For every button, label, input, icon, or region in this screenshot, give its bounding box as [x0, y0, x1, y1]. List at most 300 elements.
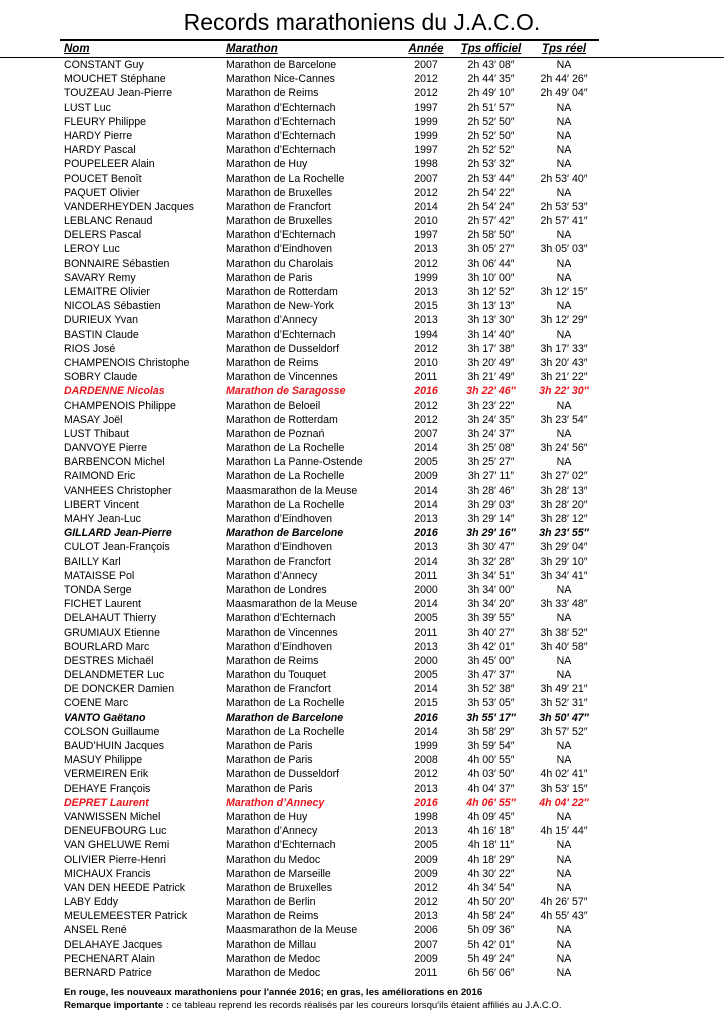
race-year: 2010: [414, 215, 438, 228]
marathon-name: Marathon d’Echternach: [226, 612, 336, 625]
runner-name: MEULEMEESTER Patrick: [64, 910, 188, 923]
real-time: NA: [556, 229, 572, 242]
table-row: [0, 399, 724, 413]
column-header-marathon: Marathon: [226, 43, 278, 55]
official-time: 5h 09′ 36″: [467, 924, 515, 937]
marathon-name: Marathon de Paris: [226, 754, 313, 767]
real-time: NA: [556, 456, 572, 469]
marathon-name: Marathon de Marseille: [226, 867, 331, 880]
runner-name: DEHAYE François: [64, 782, 151, 795]
real-time: 3h 29′ 10″: [540, 555, 588, 568]
runner-name: LEBLANC Renaud: [64, 215, 153, 228]
records-table: [0, 41, 724, 980]
marathon-name: Marathon de Bruxelles: [226, 881, 332, 894]
official-time: 3h 27′ 11″: [467, 470, 515, 483]
real-time: NA: [556, 924, 572, 937]
real-time: NA: [556, 810, 572, 823]
official-time: 2h 53′ 44″: [467, 172, 515, 185]
table-row: [0, 384, 724, 398]
table-row: [0, 654, 724, 668]
race-year: 2012: [414, 413, 438, 426]
table-row: [0, 228, 724, 242]
race-year: 2011: [414, 626, 438, 639]
runner-name: HARDY Pierre: [64, 129, 133, 142]
race-year: 2016: [414, 385, 438, 398]
race-year: 2005: [414, 612, 438, 625]
table-row: [0, 711, 724, 725]
runner-name: LEROY Luc: [64, 243, 120, 256]
runner-name: VAN DEN HEEDE Patrick: [64, 881, 186, 894]
runner-name: SOBRY Claude: [64, 371, 138, 384]
runner-name: LEMAITRE Olivier: [64, 286, 150, 298]
runner-name: ANSEL René: [64, 924, 127, 937]
real-time: 3h 23′ 55″: [539, 527, 589, 540]
race-year: 1994: [414, 328, 438, 341]
runner-name: DURIEUX Yvan: [64, 314, 138, 327]
runner-name: NICOLAS Sébastien: [64, 300, 161, 313]
real-time: NA: [556, 427, 572, 440]
race-year: 2007: [414, 59, 438, 71]
official-time: 2h 51′ 57″: [467, 101, 515, 114]
marathon-name: Marathon de Millau: [226, 938, 317, 951]
table-row: [0, 72, 724, 86]
marathon-name: Marathon de Londres: [226, 583, 327, 596]
remark-text: ce tableau reprend les records réalisés par les coureurs lorsqu'ils étaient affiliés au J.A.C.O.: [169, 999, 562, 1011]
runner-name: LABY Eddy: [64, 896, 118, 909]
real-time: NA: [556, 158, 572, 171]
runner-name: PECHENART Alain: [64, 952, 155, 965]
runner-name: VANDERHEYDEN Jacques: [64, 200, 194, 213]
marathon-name: Marathon de Paris: [226, 782, 313, 795]
official-time: 2h 54′ 22″: [467, 186, 515, 199]
remark-label: Remarque importante :: [64, 999, 170, 1011]
race-year: 1998: [414, 158, 438, 171]
race-year: 1999: [414, 271, 438, 284]
marathon-name: Marathon de Dusseldorf: [226, 342, 340, 355]
official-time: 3h 25′ 08″: [467, 442, 515, 455]
table-row: [0, 526, 724, 540]
race-year: 2016: [414, 711, 438, 724]
runner-name: DANVOYE Pierre: [64, 442, 148, 455]
race-year: 2013: [414, 910, 438, 923]
table-row: [0, 838, 724, 852]
marathon-name: Marathon de Vincennes: [226, 626, 338, 639]
real-time: NA: [556, 612, 572, 625]
runner-name: DENEUFBOURG Luc: [64, 825, 167, 838]
real-time: 2h 57′ 41″: [540, 215, 588, 228]
official-time: 5h 42′ 01″: [467, 938, 515, 951]
official-time: 3h 25′ 27″: [467, 456, 515, 469]
runner-name: MATAISSE Pol: [64, 569, 135, 582]
table-row: [0, 242, 724, 256]
race-year: 2013: [414, 513, 438, 525]
table-row: [0, 952, 724, 966]
official-time: 4h 18′ 11″: [467, 839, 515, 852]
race-year: 2014: [414, 200, 438, 213]
marathon-name: Marathon de Francfort: [226, 200, 331, 213]
table-row: [0, 115, 724, 129]
real-time: NA: [556, 300, 572, 313]
real-time: 4h 15′ 44″: [540, 825, 588, 838]
marathon-name: Marathon d’Echternach: [226, 229, 336, 242]
table-row: [0, 257, 724, 271]
table-row: [0, 739, 724, 753]
official-time: 3h 34′ 20″: [467, 598, 515, 611]
real-time: 3h 17′ 33″: [540, 342, 588, 355]
race-year: 2009: [414, 853, 438, 866]
marathon-name: Marathon de La Rochelle: [226, 442, 345, 455]
real-time: 4h 26′ 57″: [540, 896, 588, 909]
official-time: 3h 32′ 28″: [467, 555, 515, 568]
official-time: 3h 22′ 46″: [466, 385, 516, 398]
runner-name: GILLARD Jean-Pierre: [64, 527, 172, 540]
marathon-name: Marathon d’Annecy: [226, 796, 325, 809]
real-time: 3h 50′ 47″: [539, 711, 589, 724]
race-year: 2009: [414, 867, 438, 880]
race-year: 1997: [414, 144, 438, 157]
marathon-name: Marathon de La Rochelle: [226, 725, 345, 738]
real-time: NA: [556, 754, 572, 767]
marathon-name: Marathon de Barcelone: [226, 59, 337, 71]
column-header-real-time: Tps réel: [541, 43, 587, 55]
official-time: 5h 49′ 24″: [467, 952, 515, 965]
race-year: 1997: [414, 229, 438, 242]
table-row: [0, 597, 724, 611]
real-time: NA: [556, 839, 572, 852]
marathon-name: Marathon de Medoc: [226, 952, 321, 965]
table-row: [0, 271, 724, 285]
table-row: [0, 370, 724, 384]
marathon-name: Marathon de Bruxelles: [226, 186, 332, 199]
official-time: 3h 05′ 27″: [467, 243, 515, 256]
real-time: NA: [556, 328, 572, 341]
table-row: [0, 867, 724, 881]
race-year: 2012: [414, 881, 438, 894]
race-year: 1999: [414, 740, 438, 752]
runner-name: BOURLARD Marc: [64, 640, 150, 653]
race-year: 2008: [414, 754, 438, 767]
runner-name: RAIMOND Eric: [64, 470, 136, 483]
runner-name: MASUY Philippe: [64, 754, 143, 767]
race-year: 2011: [414, 371, 438, 384]
table-row: [0, 682, 724, 696]
real-time: NA: [556, 59, 572, 71]
real-time: 3h 12′ 15″: [540, 286, 588, 298]
table-row: [0, 186, 724, 200]
official-time: 3h 29′ 03″: [467, 498, 515, 511]
table-row: [0, 796, 724, 810]
race-year: 2016: [414, 527, 438, 540]
official-time: 3h 17′ 38″: [467, 342, 515, 355]
table-row: [0, 413, 724, 427]
table-row: [0, 58, 724, 72]
real-time: NA: [556, 115, 572, 128]
official-time: 4h 04′ 37″: [467, 782, 515, 795]
marathon-name: Marathon de La Rochelle: [226, 172, 345, 185]
marathon-name: Maasmarathon de la Meuse: [226, 598, 358, 611]
official-time: 2h 49′ 10″: [467, 87, 515, 100]
marathon-name: Maasmarathon de la Meuse: [226, 924, 358, 937]
table-row: [0, 469, 724, 483]
race-year: 2012: [414, 342, 438, 355]
real-time: 3h 38′ 52″: [540, 626, 588, 639]
race-year: 2011: [414, 967, 438, 979]
runner-name: BARBENCON Michel: [64, 456, 165, 469]
marathon-name: Marathon de Rotterdam: [226, 413, 338, 426]
official-time: 4h 30′ 22″: [467, 867, 515, 880]
real-time: 3h 53′ 15″: [540, 782, 588, 795]
runner-name: VANWISSEN Michel: [64, 810, 161, 823]
real-time: NA: [556, 938, 572, 951]
runner-name: FICHET Laurent: [64, 598, 141, 611]
real-time: NA: [556, 257, 572, 270]
official-time: 4h 50′ 20″: [467, 896, 515, 909]
marathon-name: Marathon d’Echternach: [226, 101, 336, 114]
marathon-name: Marathon de La Rochelle: [226, 697, 345, 710]
race-year: 2000: [414, 654, 438, 667]
runner-name: BAUD’HUIN Jacques: [64, 740, 165, 752]
marathon-name: Maasmarathon de la Meuse: [226, 484, 358, 497]
table-row: [0, 200, 724, 214]
runner-name: POUCET Benoît: [64, 172, 142, 185]
marathon-name: Marathon du Touquet: [226, 669, 326, 682]
runner-name: LIBERT Vincent: [64, 498, 139, 511]
official-time: 3h 23′ 22″: [467, 399, 515, 412]
table-row: [0, 767, 724, 781]
runner-name: GRUMIAUX Etienne: [64, 626, 160, 639]
runner-name: VERMEIREN Erik: [64, 768, 149, 781]
runner-name: LUST Thibaut: [64, 427, 129, 440]
marathon-name: Marathon de Dusseldorf: [226, 768, 340, 781]
table-row: [0, 540, 724, 554]
real-time: 3h 29′ 04″: [540, 541, 588, 554]
race-year: 2012: [414, 257, 438, 270]
official-time: 3h 20′ 49″: [467, 356, 515, 369]
column-header-name: Nom: [64, 43, 90, 55]
marathon-name: Marathon de La Rochelle: [226, 498, 345, 511]
table-row: [0, 101, 724, 115]
table-body: [0, 58, 724, 980]
real-time: NA: [556, 144, 572, 157]
table-row: [0, 569, 724, 583]
real-time: 3h 33′ 48″: [540, 598, 588, 611]
runner-name: VANHEES Christopher: [64, 484, 172, 497]
marathon-name: Marathon de Berlin: [226, 896, 316, 909]
real-time: 3h 21′ 22″: [540, 371, 588, 384]
runner-name: DELAHAYE Jacques: [64, 938, 163, 951]
marathon-name: Marathon de Huy: [226, 158, 308, 171]
marathon-name: Marathon de Francfort: [226, 555, 331, 568]
table-row: [0, 214, 724, 228]
runner-name: DEPRET Laurent: [64, 796, 149, 809]
marathon-name: Marathon d’Eindhoven: [226, 513, 333, 525]
official-time: 3h 29′ 16″: [466, 527, 516, 540]
official-time: 2h 52′ 50″: [467, 129, 515, 142]
real-time: NA: [556, 967, 572, 979]
real-time: 3h 49′ 21″: [540, 683, 588, 696]
runner-name: RIOS José: [64, 342, 116, 355]
real-time: 2h 49′ 04″: [540, 87, 588, 100]
marathon-name: Marathon d’Eindhoven: [226, 640, 333, 653]
official-time: 3h 52′ 38″: [467, 683, 515, 696]
table-row: [0, 86, 724, 100]
runner-name: BASTIN Claude: [64, 328, 139, 341]
real-time: 3h 34′ 41″: [540, 569, 588, 582]
real-time: 3h 20′ 43″: [540, 356, 588, 369]
remark-note: [64, 1000, 562, 1013]
official-time: 3h 42′ 01″: [467, 640, 515, 653]
runner-name: DARDENNE Nicolas: [64, 385, 165, 398]
legend-note: En rouge, les nouveaux marathoniens pour l'année 2016; en gras, les améliorations en 2016: [64, 987, 483, 998]
official-time: 3h 45′ 00″: [467, 654, 515, 667]
official-time: 4h 34′ 54″: [467, 881, 515, 894]
marathon-name: Marathon de Reims: [226, 356, 319, 369]
official-time: 3h 30′ 47″: [467, 541, 515, 554]
race-year: 2012: [414, 399, 438, 412]
marathon-name: Marathon Nice-Cannes: [226, 73, 335, 86]
marathon-name: Marathon d’Echternach: [226, 129, 336, 142]
race-year: 2014: [414, 498, 438, 511]
table-row: [0, 853, 724, 867]
runner-name: CHAMPENOIS Philippe: [64, 399, 176, 412]
race-year: 2014: [414, 484, 438, 497]
official-time: 3h 06′ 44″: [467, 257, 515, 270]
race-year: 2007: [414, 172, 438, 185]
real-time: NA: [556, 186, 572, 199]
marathon-name: Marathon de Reims: [226, 87, 319, 100]
official-time: 4h 16′ 18″: [467, 825, 515, 838]
runner-name: DELANDMETER Luc: [64, 669, 165, 682]
real-time: NA: [556, 952, 572, 965]
table-row: [0, 938, 724, 952]
marathon-name: Marathon de Rotterdam: [226, 286, 338, 298]
table-row: [0, 923, 724, 937]
official-time: 2h 54′ 24″: [467, 200, 515, 213]
official-time: 2h 53′ 32″: [467, 158, 515, 171]
table-row: [0, 824, 724, 838]
race-year: 2013: [414, 314, 438, 327]
table-row: [0, 611, 724, 625]
marathon-name: Marathon de Bruxelles: [226, 215, 332, 228]
runner-name: COENE Marc: [64, 697, 129, 710]
real-time: 3h 24′ 56″: [540, 442, 588, 455]
real-time: NA: [556, 853, 572, 866]
real-time: 2h 53′ 53″: [540, 200, 588, 213]
table-row: [0, 143, 724, 157]
runner-name: TOUZEAU Jean-Pierre: [64, 87, 173, 100]
table-row: [0, 696, 724, 710]
marathon-name: Marathon de Barcelone: [226, 527, 344, 540]
real-time: NA: [556, 654, 572, 667]
race-year: 2005: [414, 456, 438, 469]
race-year: 2007: [414, 427, 438, 440]
marathon-name: Marathon de Reims: [226, 654, 319, 667]
real-time: 3h 22′ 30″: [539, 385, 589, 398]
table-row: [0, 782, 724, 796]
official-time: 6h 56′ 06″: [467, 967, 515, 979]
runner-name: LUST Luc: [64, 101, 111, 114]
official-time: 4h 18′ 29″: [467, 853, 515, 866]
runner-name: DE DONCKER Damien: [64, 683, 175, 696]
table-row: [0, 129, 724, 143]
race-year: 2012: [414, 768, 438, 781]
official-time: 4h 00′ 55″: [467, 754, 515, 767]
runner-name: MOUCHET Stéphane: [64, 73, 166, 86]
official-time: 2h 52′ 50″: [467, 115, 515, 128]
runner-name: DELAHAUT Thierry: [64, 612, 157, 625]
table-row: [0, 626, 724, 640]
real-time: 3h 12′ 29″: [540, 314, 588, 327]
race-year: 2009: [414, 952, 438, 965]
race-year: 2005: [414, 669, 438, 682]
marathon-name: Marathon du Medoc: [226, 853, 321, 866]
runner-name: VANTO Gaëtano: [64, 711, 146, 724]
runner-name: DELERS Pascal: [64, 229, 142, 242]
real-time: 3h 28′ 13″: [540, 484, 588, 497]
race-year: 2006: [414, 924, 438, 937]
runner-name: VAN GHELUWE Remi: [64, 839, 170, 852]
race-year: 2005: [414, 839, 438, 852]
official-time: 4h 03′ 50″: [467, 768, 515, 781]
marathon-name: Marathon de Barcelone: [226, 711, 344, 724]
marathon-name: Marathon de Francfort: [226, 683, 331, 696]
race-year: 2013: [414, 825, 438, 838]
official-time: 2h 57′ 42″: [467, 215, 515, 228]
official-time: 4h 09′ 45″: [467, 810, 515, 823]
table-row: [0, 583, 724, 597]
race-year: 2012: [414, 186, 438, 199]
real-time: NA: [556, 271, 572, 284]
real-time: 3h 05′ 03″: [540, 243, 588, 256]
marathon-name: Marathon d’Echternach: [226, 328, 336, 341]
real-time: 3h 27′ 02″: [540, 470, 588, 483]
official-time: 3h 14′ 40″: [467, 328, 515, 341]
marathon-name: Marathon de Poznań: [226, 427, 325, 440]
race-year: 2013: [414, 782, 438, 795]
table-row: [0, 725, 724, 739]
real-time: NA: [556, 399, 572, 412]
official-time: 3h 53′ 05″: [467, 697, 515, 710]
real-time: NA: [556, 583, 572, 596]
race-year: 2015: [414, 697, 438, 710]
real-time: NA: [556, 740, 572, 752]
real-time: 3h 23′ 54″: [540, 413, 588, 426]
marathon-name: Marathon d’Annecy: [226, 314, 318, 327]
race-year: 2011: [414, 569, 438, 582]
real-time: NA: [556, 867, 572, 880]
marathon-name: Marathon de Reims: [226, 910, 319, 923]
marathon-name: Marathon d’Echternach: [226, 839, 336, 852]
real-time: NA: [556, 881, 572, 894]
runner-name: OLIVIER Pierre-Henri: [64, 853, 166, 866]
race-year: 2013: [414, 286, 438, 298]
official-time: 3h 29′ 14″: [467, 513, 515, 525]
official-time: 3h 21′ 49″: [467, 371, 515, 384]
table-row: [0, 668, 724, 682]
official-time: 2h 43′ 08″: [467, 59, 515, 71]
runner-name: FLEURY Philippe: [64, 115, 147, 128]
marathon-name: Marathon La Panne-Ostende: [226, 456, 363, 469]
real-time: NA: [556, 101, 572, 114]
runner-name: CHAMPENOIS Christophe: [64, 356, 190, 369]
runner-name: SAVARY Remy: [64, 271, 136, 284]
race-year: 1998: [414, 810, 438, 823]
table-row: [0, 328, 724, 342]
marathon-name: Marathon de La Rochelle: [226, 470, 345, 483]
official-time: 4h 58′ 24″: [467, 910, 515, 923]
race-year: 2016: [414, 796, 438, 809]
real-time: 2h 53′ 40″: [540, 172, 588, 185]
